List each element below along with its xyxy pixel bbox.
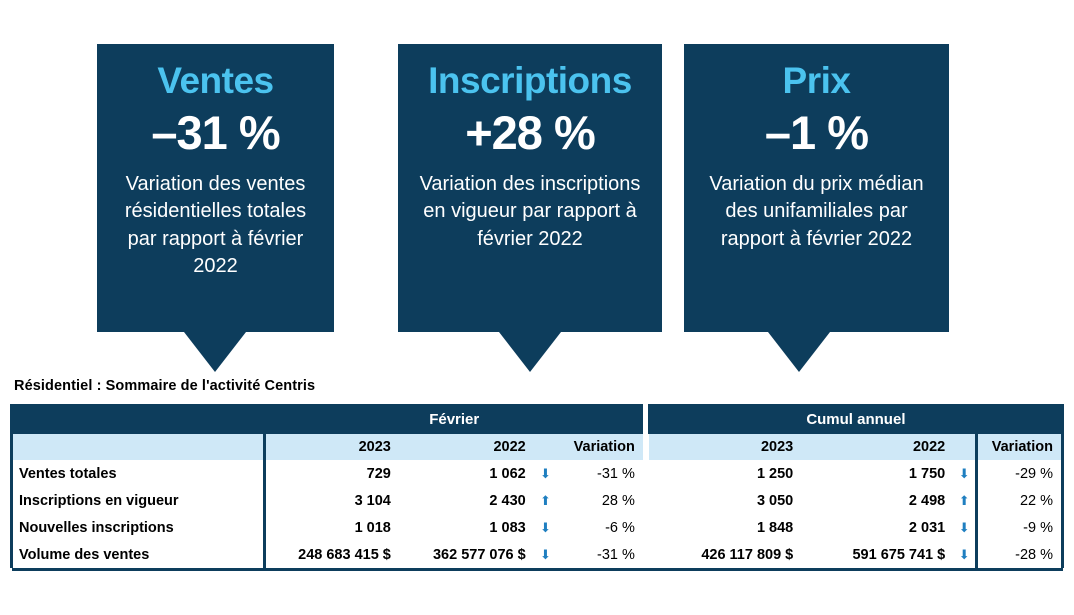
highlight-card-inscriptions xyxy=(398,44,662,332)
card-description: Variation des ventes résidentielles totales par rapport à février 2022 xyxy=(124,172,307,278)
subheader-ytd-variation-arrow xyxy=(953,434,977,460)
table-subheader-row xyxy=(12,434,1063,460)
arrow-down-icon: ⬇ xyxy=(958,465,970,481)
subheader-feb-variation-arrow xyxy=(534,434,558,460)
summary-table xyxy=(10,404,1064,571)
subheader-ytd-variation: Variation xyxy=(977,434,1063,460)
card-description: Variation des inscriptions en vigueur par rapport à février 2022 xyxy=(419,172,641,250)
cell-ytd-2023: 3 050 xyxy=(756,492,794,509)
subheader-feb-variation: Variation xyxy=(557,434,643,460)
cell-feb-2022: 1 083 xyxy=(489,519,526,536)
highlight-card-prix xyxy=(684,44,949,332)
summary-table-wrapper xyxy=(10,404,1064,571)
cell-ytd-variation: -29 % xyxy=(977,460,1063,487)
arrow-down-icon: ⬇ xyxy=(540,519,551,535)
card-value: –1 % xyxy=(764,105,869,159)
row-label: Ventes totales xyxy=(12,460,265,487)
cell-feb-variation: -6 % xyxy=(605,519,635,536)
callout-tail xyxy=(768,332,830,372)
callout-tail xyxy=(499,332,561,372)
group-header-fevrier: Février xyxy=(264,404,643,434)
cell-feb-variation: -31 % xyxy=(597,465,635,482)
cell-ytd-2022: 591 675 741 $ xyxy=(852,546,946,563)
highlight-cards xyxy=(0,44,1074,374)
cell-feb-2023: 729 xyxy=(366,465,391,482)
arrow-up-icon: ⬆ xyxy=(540,492,551,508)
cell-feb-2023: 1 018 xyxy=(354,519,391,536)
table-row xyxy=(12,487,1063,514)
cell-ytd-variation: -9 % xyxy=(977,514,1063,541)
cell-feb-2022: 362 577 076 $ xyxy=(432,546,526,563)
table-row xyxy=(12,514,1063,541)
cell-feb-2022: 2 430 xyxy=(489,492,526,509)
cell-ytd-2022: 2 498 xyxy=(908,492,946,509)
arrow-up-icon: ⬆ xyxy=(958,492,970,508)
arrow-down-icon: ⬇ xyxy=(958,519,970,535)
cell-ytd-2022: 2 031 xyxy=(908,519,946,536)
table-row xyxy=(12,460,1063,487)
card-description: Variation du prix médian des unifamiliales par rapport à février 2022 xyxy=(709,172,924,250)
cell-feb-2023: 3 104 xyxy=(354,492,391,509)
subheader-spacer xyxy=(12,434,265,460)
highlight-card-ventes xyxy=(97,44,334,332)
row-label: Volume des ventes xyxy=(12,541,265,568)
table-group-header-row xyxy=(12,404,1063,434)
card-title: Inscriptions xyxy=(428,60,632,101)
cell-ytd-2023: 1 250 xyxy=(756,465,794,482)
cell-ytd-2023: 426 117 809 $ xyxy=(701,546,794,563)
card-value: –31 % xyxy=(151,105,280,159)
table-caption: Résidentiel : Sommaire de l'activité Centris xyxy=(14,378,316,394)
subheader-feb-2023: 2023 xyxy=(264,434,399,460)
group-header-spacer xyxy=(12,404,265,434)
cell-ytd-variation: 22 % xyxy=(977,487,1063,514)
table-row xyxy=(12,541,1063,568)
cell-feb-variation: 28 % xyxy=(601,492,635,509)
cell-ytd-variation: -28 % xyxy=(977,541,1063,568)
arrow-down-icon: ⬇ xyxy=(540,546,551,562)
callout-tail xyxy=(184,332,246,372)
cell-feb-variation: -31 % xyxy=(597,546,635,563)
card-title: Ventes xyxy=(157,60,274,101)
cell-ytd-2023: 1 848 xyxy=(756,519,794,536)
arrow-down-icon: ⬇ xyxy=(958,546,970,562)
table-bottom-rule xyxy=(12,568,1063,571)
subheader-feb-2022: 2022 xyxy=(399,434,534,460)
row-label: Inscriptions en vigueur xyxy=(12,487,265,514)
subheader-ytd-2023: 2023 xyxy=(649,434,801,460)
card-title: Prix xyxy=(782,60,851,101)
cell-feb-2023: 248 683 415 $ xyxy=(298,546,391,563)
cell-feb-2022: 1 062 xyxy=(489,465,526,482)
group-header-cumul-annuel: Cumul annuel xyxy=(649,404,1062,434)
card-value: +28 % xyxy=(465,105,595,159)
row-label: Nouvelles inscriptions xyxy=(12,514,265,541)
arrow-down-icon: ⬇ xyxy=(540,465,551,481)
cell-ytd-2022: 1 750 xyxy=(908,465,946,482)
subheader-ytd-2022: 2022 xyxy=(801,434,953,460)
